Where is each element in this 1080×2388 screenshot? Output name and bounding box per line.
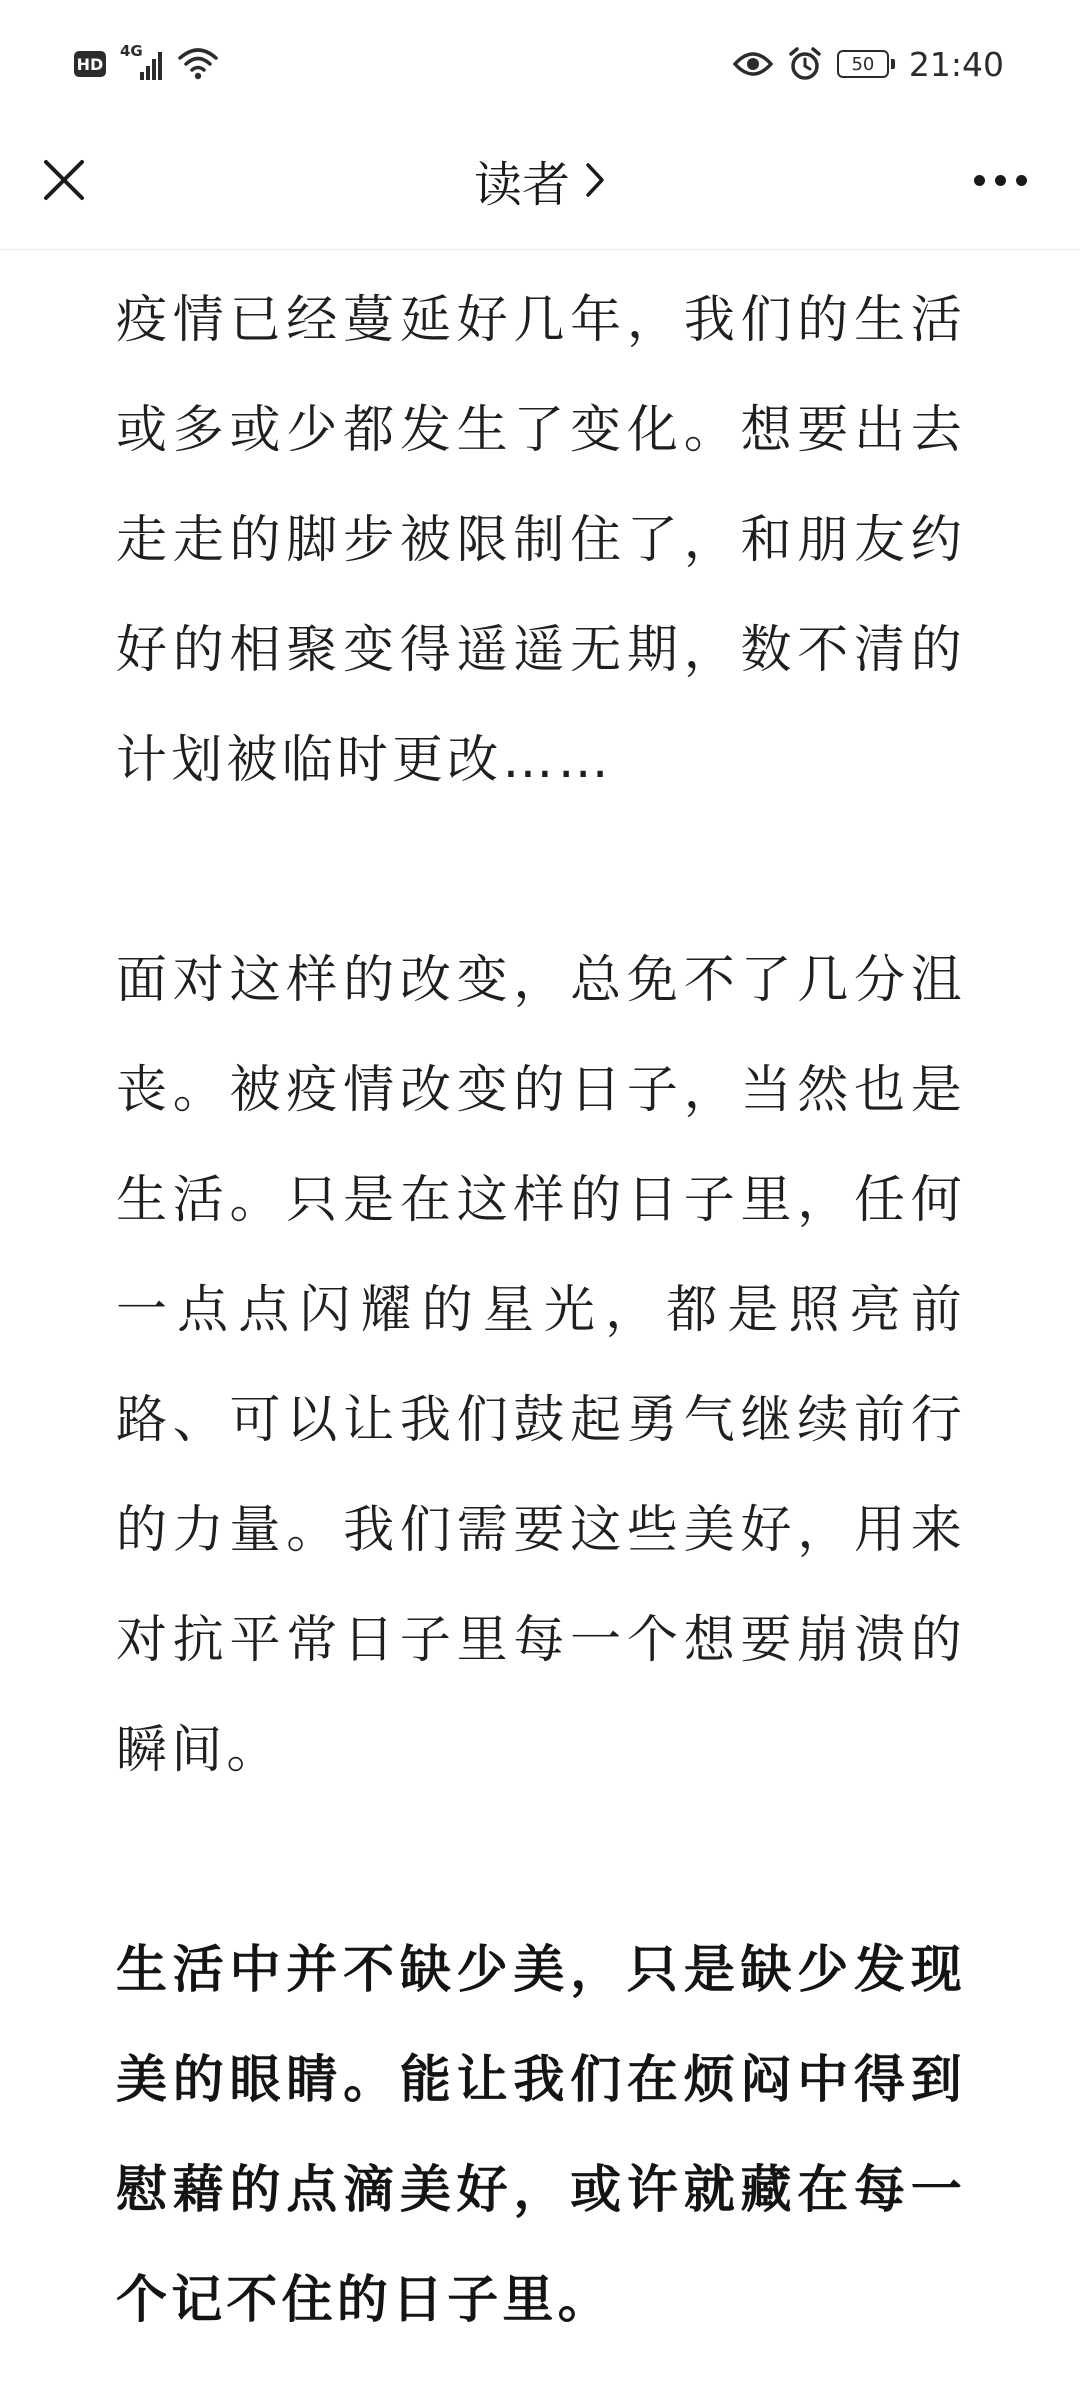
- eye-icon: [733, 49, 773, 79]
- status-bar-right: [733, 42, 1004, 86]
- wifi-icon: [178, 46, 218, 82]
- battery-icon: [837, 50, 889, 78]
- nav-bar: [0, 130, 1080, 250]
- article-body: [116, 266, 966, 2356]
- page-title: 读者: [473, 156, 570, 213]
- more-icon-dot: [995, 175, 1006, 186]
- battery-level: 50: [851, 53, 875, 75]
- chevron-right-icon: [584, 161, 606, 199]
- signal-icon: [120, 42, 164, 82]
- status-bar: [0, 0, 1080, 130]
- alarm-icon: [787, 46, 823, 82]
- more-icon: [974, 175, 985, 186]
- more-button[interactable]: [964, 152, 1036, 208]
- account-title-link[interactable]: [0, 144, 1080, 216]
- network-type-label: 4G: [120, 42, 143, 60]
- article-paragraph-1: 疫情已经蔓延好几年，我们的生活或多或少都发生了变化。想要出去走走的脚步被限制住了，和朋友约好的相聚变得遥遥无期，数不清的计划被临时更改……: [116, 291, 966, 790]
- more-icon-dot: [1016, 175, 1027, 186]
- hd-icon: [74, 51, 106, 77]
- article-paragraph-3: 生活中并不缺少美，只是缺少发现美的眼睛。能让我们在烦闷中得到慰藉的点滴美好，或许就藏在每一个记不住的日子里。: [116, 1941, 966, 2330]
- article-paragraph-2: 面对这样的改变，总免不了几分沮丧。被疫情改变的日子，当然也是生活。只是在这样的日子里，任何一点点闪耀的星光，都是照亮前路、可以让我们鼓起勇气继续前行的力量。我们需要这些美好，用来对抗平常日子里每一个想要崩溃的瞬间。: [116, 951, 966, 1780]
- status-bar-left: [74, 44, 218, 84]
- hd-label: HD: [76, 54, 104, 74]
- status-clock: 21:40: [908, 44, 1004, 84]
